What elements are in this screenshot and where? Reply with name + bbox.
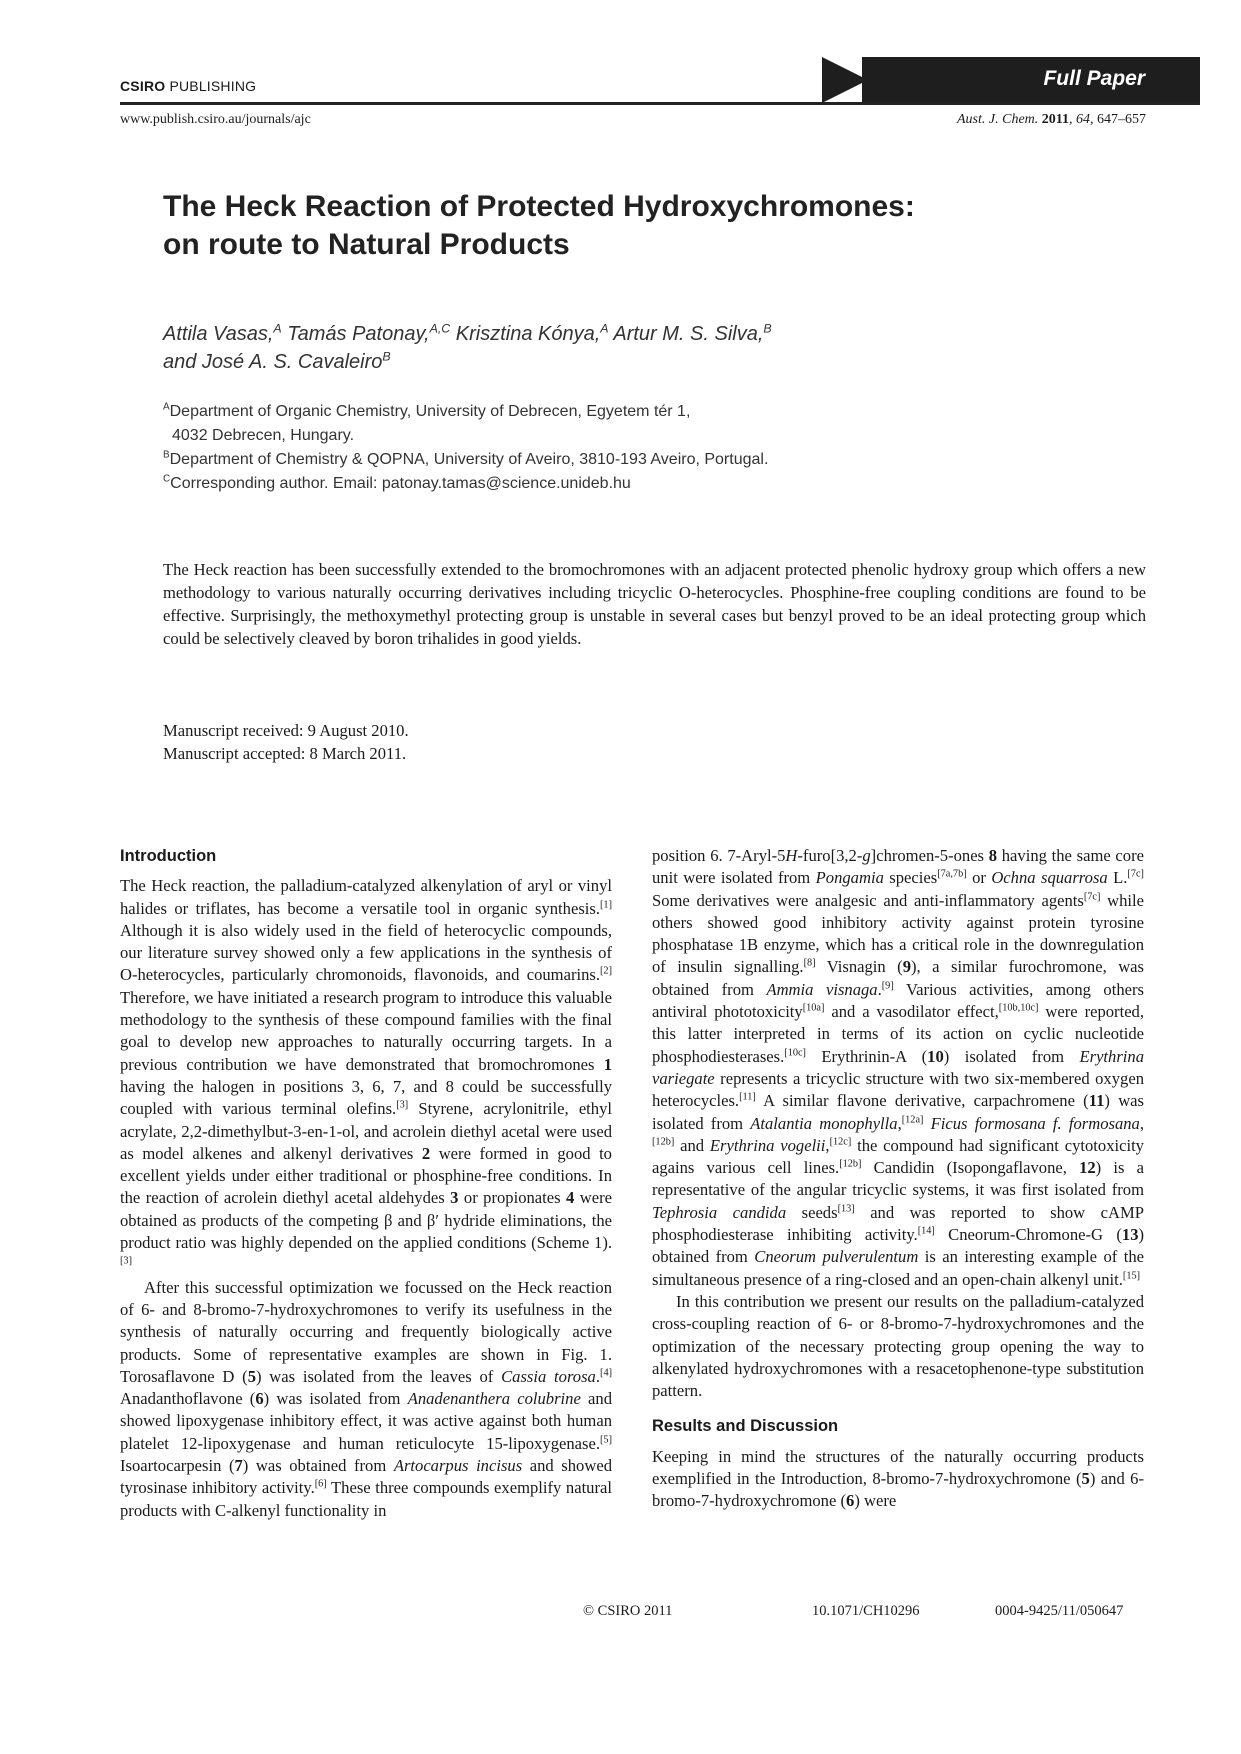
affiliations [163,400,1013,496]
section-heading-introduction: Introduction [120,847,217,865]
article-title: The Heck Reaction of Protected Hydroxychromones: on route to Natural Products [163,190,915,261]
affiliation-line: $^A$Department of Organic Chemistry, University of Debrecen, Egyetem tér 1, [163,401,691,420]
citation-line: Aust. J. Chem. 2011, 64, 647–657 [957,112,1146,127]
doi: 10.1071/CH10296 [812,1603,920,1619]
banner-arrow-icon [822,57,868,103]
paragraph: Keeping in mind the structures of the naturally occurring products exemplified in the Introduction, 8-bromo-7-hydroxychromone (5) and 6-bromo-7-hydroxychromone (6) were [652,1446,1145,1511]
author-list: Attila Vasas,$^A$ Tamás Patonay,$^{A,C}$ Krisztina Kónya,$^A$ Artur M. S. Silva,$^B$ and José A. S. Cavaleiro$^B$ [163,321,772,373]
right-column [652,845,1144,1513]
article-type-label: Full Paper [1043,67,1145,90]
section-heading-results: Results and Discussion [652,1417,839,1436]
journal-url-link[interactable]: www.publish.csiro.au/journals/ajc [120,112,311,127]
accepted-date: Manuscript accepted: 8 March 2011. [163,744,407,763]
abstract: The Heck reaction has been successfully extended to the bromochromones with an adjacent protected phenolic hydroxy group which offers a new methodology to various naturally occurring derivatives including tricyclic O-heterocycles. Phosphine-free coupling conditions are found to be effective. Surprisingly, the methoxymethyl protecting group is unstable in several cases but benzyl proved to be an ideal protecting group which could be selectively cleaved by boron trihalides in good yields. [163,560,1146,648]
affiliation-line: $^B$Department of Chemistry & QOPNA, University of Aveiro, 3810-193 Aveiro, Portugal. [163,449,769,468]
affiliation-line: 4032 Debrecen, Hungary. [172,427,355,444]
affiliation-line: $^C$Corresponding author. Email: patonay.tamas@science.unideb.hu [163,473,631,492]
received-date: Manuscript received: 9 August 2010. [163,721,409,740]
copyright: © CSIRO 2011 [583,1603,673,1619]
paragraph: After this successful optimization we focussed on the Heck reaction of 6- and 8-bromo-7-hydroxychromones to verify its usefulness in the synthesis of naturally occurring and frequently biologically active products. Some of representative examples are shown in Fig. 1. Torosaflavone D (5) was isolated from the leaves of Cassia torosa.[4] Anadanthoflavone (6) was isolated from Anadenanthera colubrine and showed lipoxygenase inhibitory effect, it was active against both human platelet 12-lipoxygenase and human reticulocyte 15-lipoxygenase.[5] Isoartocarpesin (7) was obtained from Artocarpus incisus and showed tyrosinase inhibitory activity.[6] These three compounds exemplify natural products with C-alkenyl functionality in [120,1277,613,1520]
header-divider [120,102,1200,105]
paragraph: position 6. 7-Aryl-5H-furo[3,2-g]chromen-5-ones 8 having the same core unit were isolated from Pongamia species[7a,7b] or Ochna squarrosa L.[7c] Some derivatives were analgesic and anti-inflammatory agents[7c] while others showed good inhibitory activity against protein tyrosine phosphatase 1B enzyme, which has a critical role in the downregulation of insulin signalling.[8] Visnagin (9), a similar furochromone, was obtained from Ammia visnaga.[9] Various activities, among others antiviral phototoxicity[10a] and a vasodilator effect,[10b,10c] were reported, this latter interpreted in terms of its action on cyclic nucleotide phosphodiesterases.[10c] Erythrinin-A (10) isolated from Erythrina variegate represents a tricyclic structure with two six-membered oxygen heterocycles.[11] A similar flavone derivative, carpachromene (11) was isolated from Atalantia monophylla,[12a] Ficus formosana f. formosana,[12b] and Erythrina vogelii,[12c] the compound had significant cytotoxicity agains various cell lines.[12b] Candidin (Isopongaflavone, 12) is a representative of the angular tricyclic systems, it was first isolated from Tephrosia candida seeds[13] and was reported to show cAMP phosphodiesterase inhibiting activity.[14] Cneorum-Chromone-G (13) obtained from Cneorum pulverulentum is an interesting example of the simultaneous presence of a ring-closed and an open-chain alkenyl unit.[15] [652,846,1145,1289]
manuscript-dates [163,719,409,765]
paragraph: The Heck reaction, the palladium-catalyzed alkenylation of aryl or vinyl halides or triflates, has become a versatile tool in organic synthesis.[1] Although it is also widely used in the field of heterocyclic compounds, our literature survey showed only a few applications in the synthesis of O-heterocycles, particularly chromonoids, flavonoids, and coumarins.[2] Therefore, we have initiated a research program to introduce this valuable methodology to the synthesis of these compound families with the final goal to develop new approaches to naturally occurring targets. In a previous contribution we have demonstrated that bromochromones 1 having the halogen in positions 3, 6, 7, and 8 could be successfully coupled with various terminal olefins.[3] Styrene, acrylonitrile, ethyl acrylate, 2,2-dimethylbut-3-en-1-ol, and acrolein diethyl acetal were used as model alkenes and alkenyl derivatives 2 were formed in good to excellent yields under either traditional or phosphine-free conditions. In the reaction of acrolein diethyl acetal aldehydes 3 or propionates 4 were obtained as products of the competing β and β′ hydride eliminations, the product ratio was highly depended on the applied conditions (Scheme 1).[3] [120,876,613,1267]
publisher-name: CSIRO PUBLISHING [120,78,257,94]
left-column [120,845,612,1522]
issn: 0004-9425/11/050647 [995,1603,1124,1619]
paragraph: In this contribution we present our results on the palladium-catalyzed cross-coupling reaction of 6- or 8-bromo-7-hydroxychromones and the optimization of the necessary protecting group opening the way to alkenylated hydroxychromones with a resacetophenone-type substitution pattern. [652,1291,1144,1401]
article-type-banner [822,57,1200,104]
